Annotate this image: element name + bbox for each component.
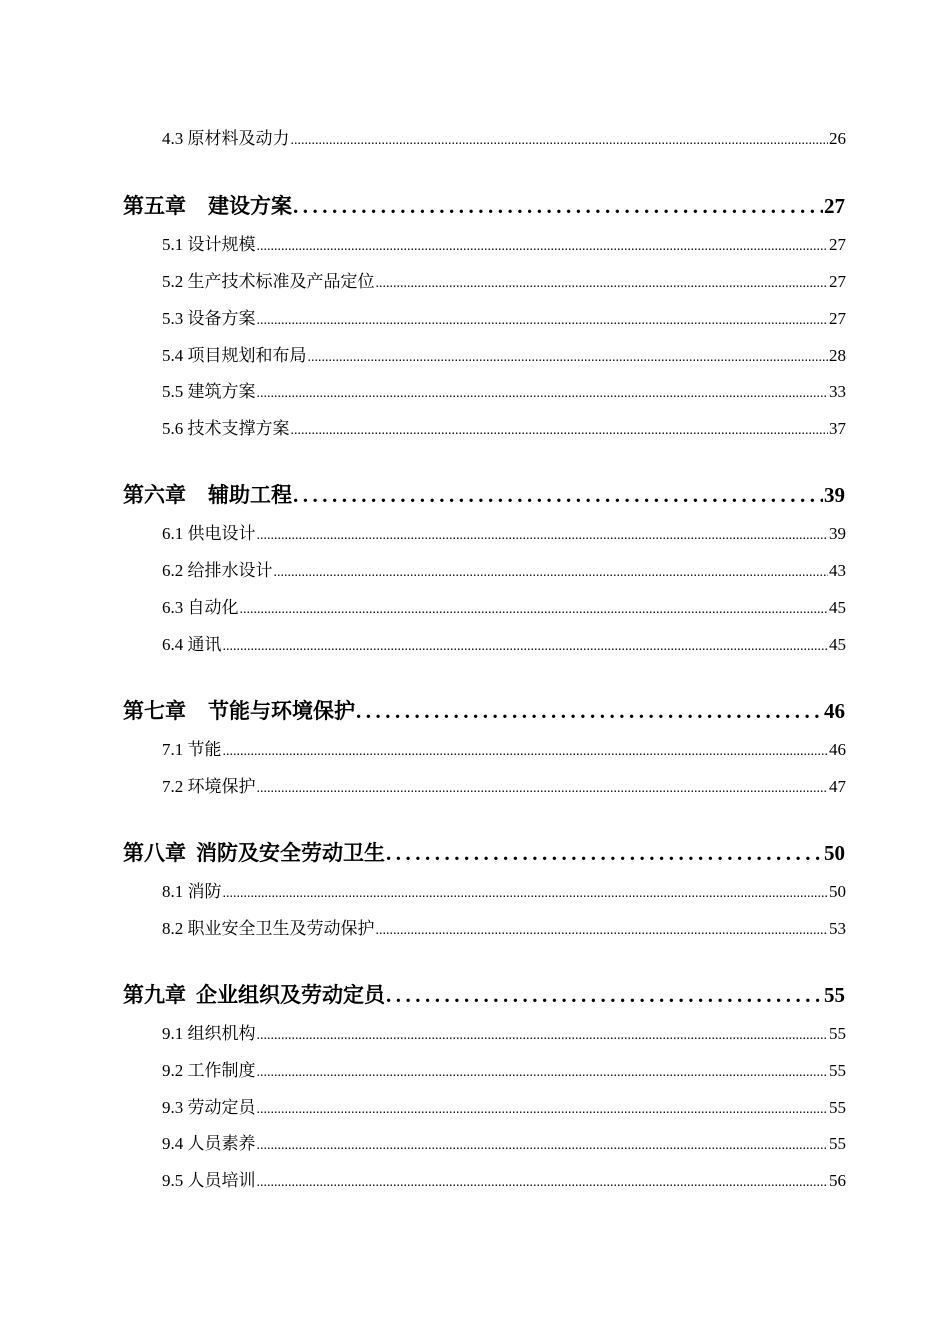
toc-page-number: 55 <box>829 1098 846 1117</box>
toc-entry-9-3[interactable] <box>162 1093 846 1118</box>
toc-entry-label: 6.4 通讯 <box>162 635 222 654</box>
toc-entry-label: 9.3 劳动定员 <box>162 1098 256 1117</box>
dot-leader <box>356 699 823 724</box>
toc-entry-5-4[interactable] <box>162 341 846 366</box>
dot-leader <box>386 841 823 866</box>
dot-leader <box>257 239 829 255</box>
toc-page-number: 27 <box>829 272 846 291</box>
toc-chapter-6[interactable] <box>123 479 845 509</box>
dot-leader <box>223 639 829 655</box>
toc-entry-label: 8.1 消防 <box>162 882 222 901</box>
toc-page-number: 45 <box>829 635 846 654</box>
toc-entry-9-2[interactable] <box>162 1056 846 1081</box>
dot-leader <box>274 565 829 581</box>
chapter-title: 企业组织及劳动定员 <box>196 983 385 1007</box>
dot-leader <box>240 602 829 618</box>
toc-chapter-5[interactable] <box>123 190 845 220</box>
chapter-number: 第九章 <box>123 983 186 1007</box>
chapter-title: 消防及安全劳动卫生 <box>196 841 385 865</box>
toc-entry-5-6[interactable] <box>162 414 846 439</box>
toc-page-number: 55 <box>824 983 845 1007</box>
toc-entry-8-1[interactable] <box>162 877 846 902</box>
toc-entry-5-2[interactable] <box>162 267 846 292</box>
dot-leader <box>257 1102 829 1118</box>
dot-leader <box>257 1028 829 1044</box>
dot-leader <box>223 886 829 902</box>
toc-entry-label: 5.1 设计规模 <box>162 235 256 254</box>
toc-entry-label: 9.1 组织机构 <box>162 1024 256 1043</box>
toc-page-number: 56 <box>829 1171 846 1190</box>
toc-page-number: 27 <box>829 309 846 328</box>
toc-entry-6-2[interactable] <box>162 556 846 581</box>
chapter-title: 辅助工程 <box>208 483 292 507</box>
toc-entry-label: 5.3 设备方案 <box>162 309 256 328</box>
toc-entry-5-5[interactable] <box>162 377 846 402</box>
toc-page-number: 39 <box>829 524 846 543</box>
toc-page-number: 50 <box>824 841 845 865</box>
dot-leader <box>257 781 829 797</box>
toc-page-number: 55 <box>829 1024 846 1043</box>
toc-page-number: 37 <box>829 419 846 438</box>
toc-entry-label: 6.3 自动化 <box>162 598 239 617</box>
toc-entry-label: 5.5 建筑方案 <box>162 382 256 401</box>
toc-page-number: 26 <box>829 129 846 148</box>
dot-leader <box>308 350 829 366</box>
toc-entry-label: 7.2 环境保护 <box>162 777 256 796</box>
toc-page-number: 53 <box>829 919 846 938</box>
toc-entry-6-4[interactable] <box>162 630 846 655</box>
chapter-number: 第八章 <box>123 841 186 865</box>
toc-entry-label: 9.2 工作制度 <box>162 1061 256 1080</box>
toc-entry-label: 9.4 人员素养 <box>162 1134 256 1153</box>
dot-leader <box>376 923 829 939</box>
toc-chapter-9[interactable] <box>123 979 845 1009</box>
toc-entry-5-1[interactable] <box>162 230 846 255</box>
toc-page-number: 47 <box>829 777 846 796</box>
toc-entry-6-1[interactable] <box>162 519 846 544</box>
toc-chapter-8[interactable] <box>123 837 845 867</box>
toc-page-number: 50 <box>829 882 846 901</box>
toc-page-number: 46 <box>829 740 846 759</box>
dot-leader <box>293 194 823 219</box>
toc-entry-label: 8.2 职业安全卫生及劳动保护 <box>162 919 375 938</box>
toc-entry-4-3[interactable] <box>162 124 846 149</box>
dot-leader <box>291 133 829 149</box>
dot-leader <box>223 744 829 760</box>
toc-entry-label: 9.5 人员培训 <box>162 1171 256 1190</box>
dot-leader <box>386 983 823 1008</box>
toc-entry-label: 5.2 生产技术标准及产品定位 <box>162 272 375 291</box>
dot-leader <box>257 1065 829 1081</box>
toc-entry-label: 5.6 技术支撑方案 <box>162 419 290 438</box>
toc-page-number: 46 <box>824 699 845 723</box>
dot-leader <box>257 386 829 402</box>
toc-entry-9-1[interactable] <box>162 1019 846 1044</box>
dot-leader <box>291 423 829 439</box>
toc-page-number: 55 <box>829 1134 846 1153</box>
toc-page-number: 27 <box>824 194 845 218</box>
toc-page-number: 28 <box>829 346 846 365</box>
chapter-number: 第七章 <box>123 699 186 723</box>
toc-entry-label: 6.1 供电设计 <box>162 524 256 543</box>
chapter-title: 建设方案 <box>208 194 292 218</box>
toc-entry-8-2[interactable] <box>162 914 846 939</box>
chapter-number: 第五章 <box>123 194 186 218</box>
dot-leader <box>257 1138 829 1154</box>
toc-entry-7-1[interactable] <box>162 735 846 760</box>
chapter-number: 第六章 <box>123 483 186 507</box>
toc-entry-label: 6.2 给排水设计 <box>162 561 273 580</box>
toc-entry-6-3[interactable] <box>162 593 846 618</box>
toc-page-number: 45 <box>829 598 846 617</box>
chapter-title: 节能与环境保护 <box>208 699 355 723</box>
toc-chapter-7[interactable] <box>123 695 845 725</box>
toc-page-number: 33 <box>829 382 846 401</box>
dot-leader <box>293 483 823 508</box>
toc-page-number: 39 <box>824 483 845 507</box>
toc-page-number: 43 <box>829 561 846 580</box>
toc-entry-label: 5.4 项目规划和布局 <box>162 346 307 365</box>
toc-entry-7-2[interactable] <box>162 772 846 797</box>
toc-entry-9-4[interactable] <box>162 1129 846 1154</box>
toc-entry-9-5[interactable] <box>162 1166 846 1191</box>
toc-page-number: 27 <box>829 235 846 254</box>
toc-entry-5-3[interactable] <box>162 304 846 329</box>
toc-entry-label: 7.1 节能 <box>162 740 222 759</box>
dot-leader <box>257 1175 829 1191</box>
toc-page-number: 55 <box>829 1061 846 1080</box>
toc-entry-label: 4.3 原材料及动力 <box>162 129 290 148</box>
dot-leader <box>257 313 829 329</box>
dot-leader <box>257 528 829 544</box>
dot-leader <box>376 276 829 292</box>
